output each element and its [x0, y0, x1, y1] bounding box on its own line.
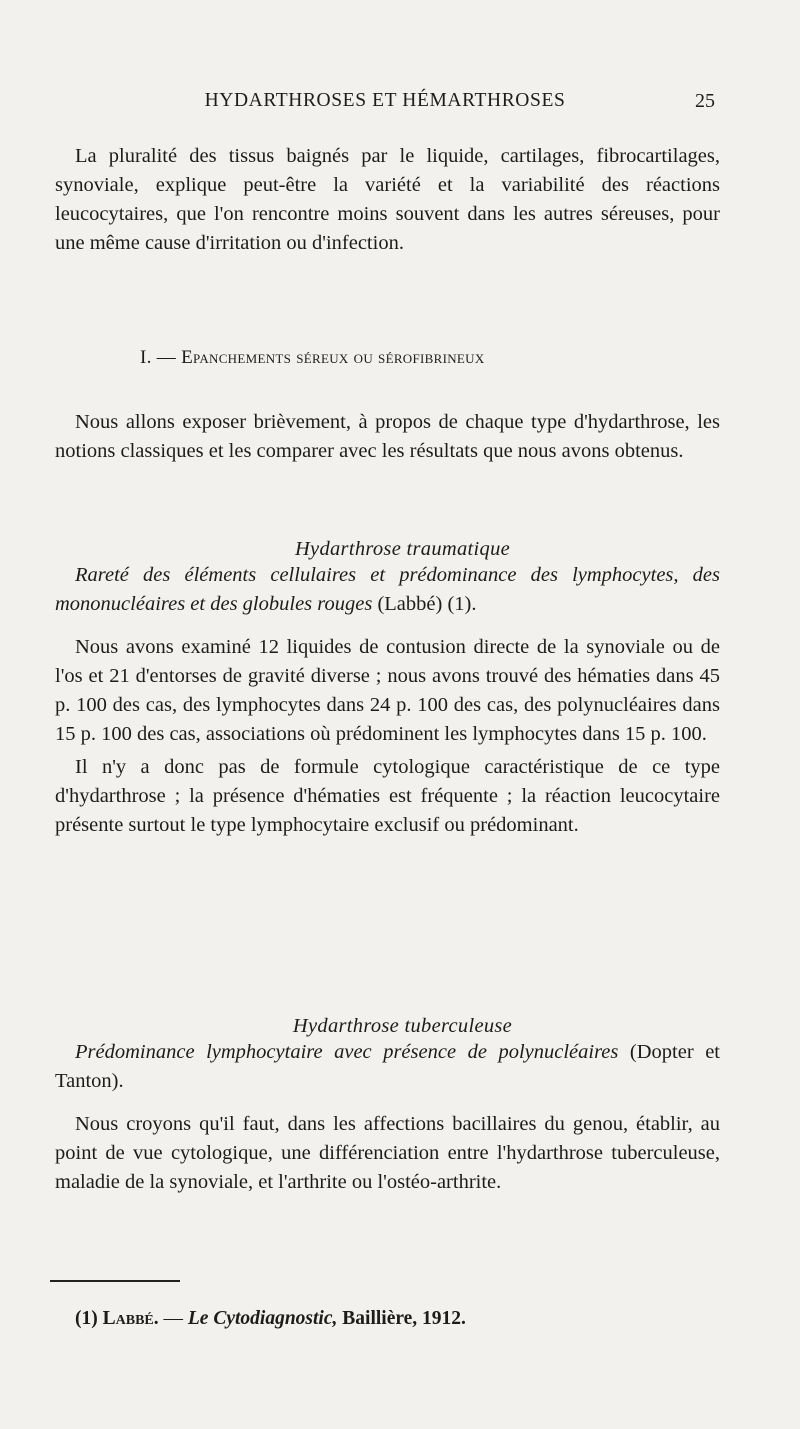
traumatic-lead-roman: (Labbé) (1).: [372, 593, 477, 615]
section-numeral: I. —: [140, 347, 177, 368]
traumatic-paragraph-2: Il n'y a donc pas de formule cytologique caractéristique de ce type d'hydarthrose ; la présence d'hématies est fréquente ; la réaction leucocytaire présente surtout le type lymphocytaire exclusif ou prédominant.: [55, 756, 720, 836]
tuberculous-lead: [55, 1038, 720, 1096]
footnote-work: Le Cytodiagnostic,: [187, 1308, 338, 1329]
footnote-author: Labbé.: [102, 1308, 159, 1329]
traumatic-block: [55, 538, 720, 840]
tuberculous-lead-roman: (Dopter et Tanton).: [55, 1041, 720, 1092]
traumatic-heading: Hydarthrose traumatique: [294, 538, 511, 560]
traumatic-lead-italic: Rareté des éléments cellulaires et prédominance des lymphocytes, des mononucléaires et des globules rouges: [55, 564, 720, 615]
footnote-marker: (1): [75, 1308, 98, 1329]
section-intro-paragraph: Nous allons exposer brièvement, à propos de chaque type d'hydarthrose, les notions classiques et les comparer avec les résultats que nous avons obtenus.: [55, 411, 720, 462]
traumatic-lead: [55, 561, 720, 619]
section-intro-block: [55, 408, 720, 466]
tuberculous-paragraph-1: Nous croyons qu'il faut, dans les affections bacillaires du genou, établir, au point de vue cytologique, une différenciation entre l'hydarthrose tuberculeuse, maladie de la synoviale, et l'arthrite ou l'ostéo-arthrite.: [55, 1113, 720, 1193]
footnote-dash: —: [158, 1308, 188, 1329]
intro-paragraph: La pluralité des tissus baignés par le liquide, cartilages, fibrocartilages, synoviale, explique peut-être la variété et la variabilité des réactions leucocytaires, que l'on rencontre moins souvent dans les autres séreuses, pour une même cause d'irritation ou d'infection.: [55, 145, 720, 254]
section-title: Epanchements séreux ou sérofibrineux: [181, 347, 485, 368]
page-number: 25: [695, 90, 715, 112]
running-title: HYDARTHROSES ET HÉMARTHROSES: [204, 90, 566, 111]
footnote-rule: [50, 1280, 180, 1282]
footnote-publisher: Baillière, 1912.: [337, 1308, 466, 1329]
section-heading: [140, 347, 700, 369]
footnote: [75, 1308, 466, 1330]
traumatic-paragraph-1: Nous avons examiné 12 liquides de contusion directe de la synoviale ou de l'os et 21 d'entorses de gravité diverse ; nous avons trouvé des hématies dans 45 p. 100 des cas, des lymphocytes dans 24 p. 100 des cas, des polynucléaires dans 15 p. 100 des cas, associations où prédominent les lymphocytes dans 15 p. 100.: [55, 636, 720, 745]
tuberculous-heading: Hydarthrose tuberculeuse: [292, 1015, 513, 1037]
tuberculous-block: [55, 1015, 720, 1197]
intro-block: [55, 142, 720, 258]
tuberculous-lead-italic: Prédominance lymphocytaire avec présence de polynucléaires: [75, 1041, 619, 1063]
